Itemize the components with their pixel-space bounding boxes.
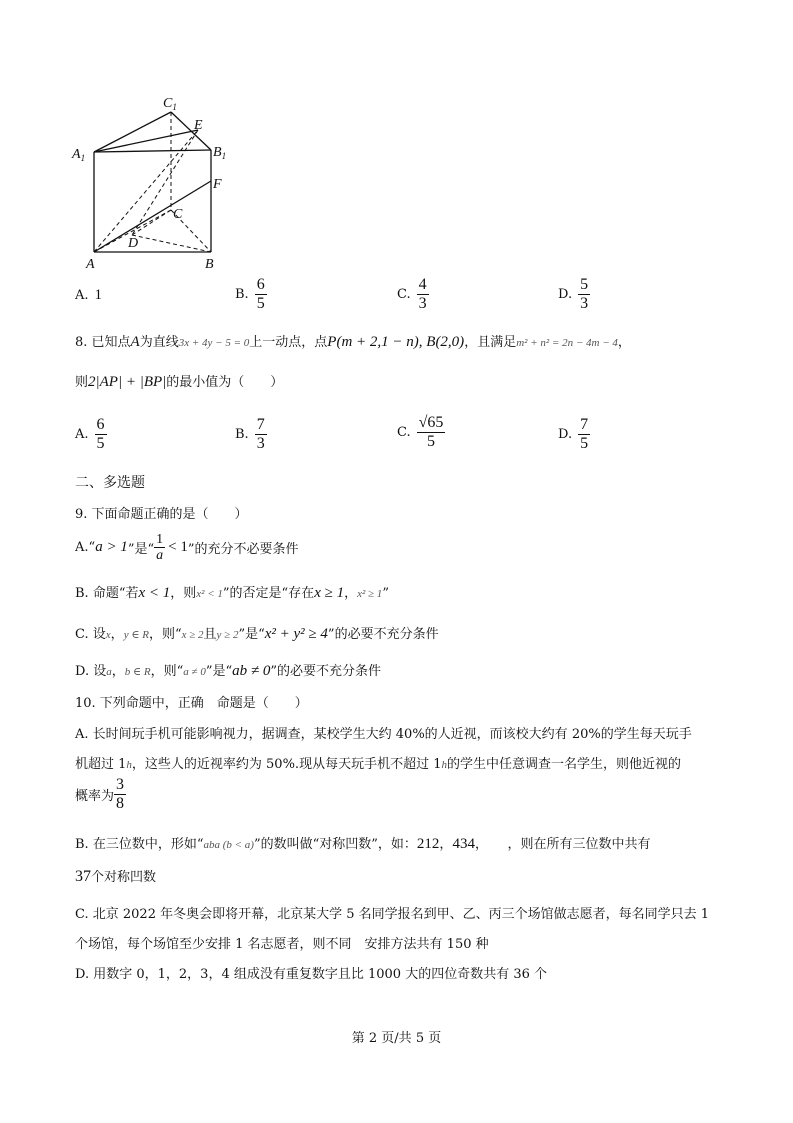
q10-option-d[interactable]: D. 用数字 0，1，2，3，4 组成没有重复数字且比 1000 大的四位奇数共有 36 个 <box>75 967 547 982</box>
label-F: F <box>213 177 222 192</box>
q8-option-d[interactable]: D. $\frac{7}{5}$ <box>558 416 589 452</box>
fraction: $\frac{5}{3}$ <box>580 276 589 312</box>
label-E: E <box>194 118 203 133</box>
label-A: A <box>86 257 95 272</box>
q7-option-c[interactable]: C. $\frac{4}{3}$ <box>397 276 427 312</box>
fraction: $\frac{7}{3}$ <box>256 416 265 452</box>
q9-option-a[interactable]: A. “ a > 1 ”是“ $\frac{1}{a}$ < 1 ”的充分不必要条件 <box>75 532 299 563</box>
q9-option-b[interactable]: B. 命题“若x < 1，则x² < 1”的否定是“存在x ≥ 1，x² ≥ 1” <box>75 585 389 601</box>
edge-E-D <box>132 130 198 235</box>
q8-option-b[interactable]: B. $\frac{7}{3}$ <box>235 416 265 452</box>
label-C: C <box>173 207 183 222</box>
label-B1: $B_1$ <box>213 145 227 161</box>
q8-stem: 8. 已知点A为直线3x + 4y − 5 = 0上一动点，点P(m + 2,1 − n), B(2,0)，且满足m² + n² = 2n − 4m − 4， <box>75 334 631 350</box>
section-heading: 二、多选题 <box>75 475 145 491</box>
fraction: $\frac{3}{8}$ <box>116 776 125 812</box>
edge-A-F <box>94 181 211 252</box>
q10-stem: 10. 下列命题中，正确 命题是（ ） <box>75 696 308 711</box>
q9-option-c[interactable]: C. 设x，y ∈ R，则“x ≥ 2且y ≥ 2”是“x² + y² ≥ 4”的必要不充分条件 <box>75 626 439 642</box>
edge-D-B <box>132 235 211 252</box>
fraction: $\frac{6}{5}$ <box>96 416 105 452</box>
label-B: B <box>205 257 214 272</box>
q8-stem-line2: 则2|AP| + |BP|的最小值为（ ） <box>75 374 284 390</box>
q7-option-d[interactable]: D. $\frac{5}{3}$ <box>558 276 589 312</box>
fraction: $\frac{6}{5}$ <box>256 276 265 312</box>
q7-option-b[interactable]: B. $\frac{6}{5}$ <box>235 276 265 312</box>
edge-A1-B1 <box>94 150 211 152</box>
label-A1: $A_1$ <box>72 147 86 163</box>
q7-option-a[interactable]: A. 1 <box>75 287 103 303</box>
edge-A1-C1 <box>94 112 171 152</box>
fraction: $\frac{4}{3}$ <box>418 276 427 312</box>
q8-option-c[interactable]: C. $\frac{√65}{5}$ <box>397 414 444 450</box>
prism-figure <box>70 92 240 277</box>
q8-option-a[interactable]: A. $\frac{6}{5}$ <box>75 416 105 452</box>
q9-option-d[interactable]: D. 设a，b ∈ R，则“a ≠ 0”是“ab ≠ 0”的必要不充分条件 <box>75 663 382 679</box>
label-D: D <box>128 236 139 251</box>
q9-stem: 9. 下面命题正确的是（ ） <box>75 507 248 522</box>
page-footer: 第 2 页/共 5 页 <box>351 1031 442 1046</box>
fraction: $\frac{1}{a}$ <box>156 532 164 563</box>
fraction: $\frac{7}{5}$ <box>580 416 589 452</box>
label-C1: $C_1$ <box>163 96 177 112</box>
fraction: $\frac{√65}{5}$ <box>418 414 444 450</box>
